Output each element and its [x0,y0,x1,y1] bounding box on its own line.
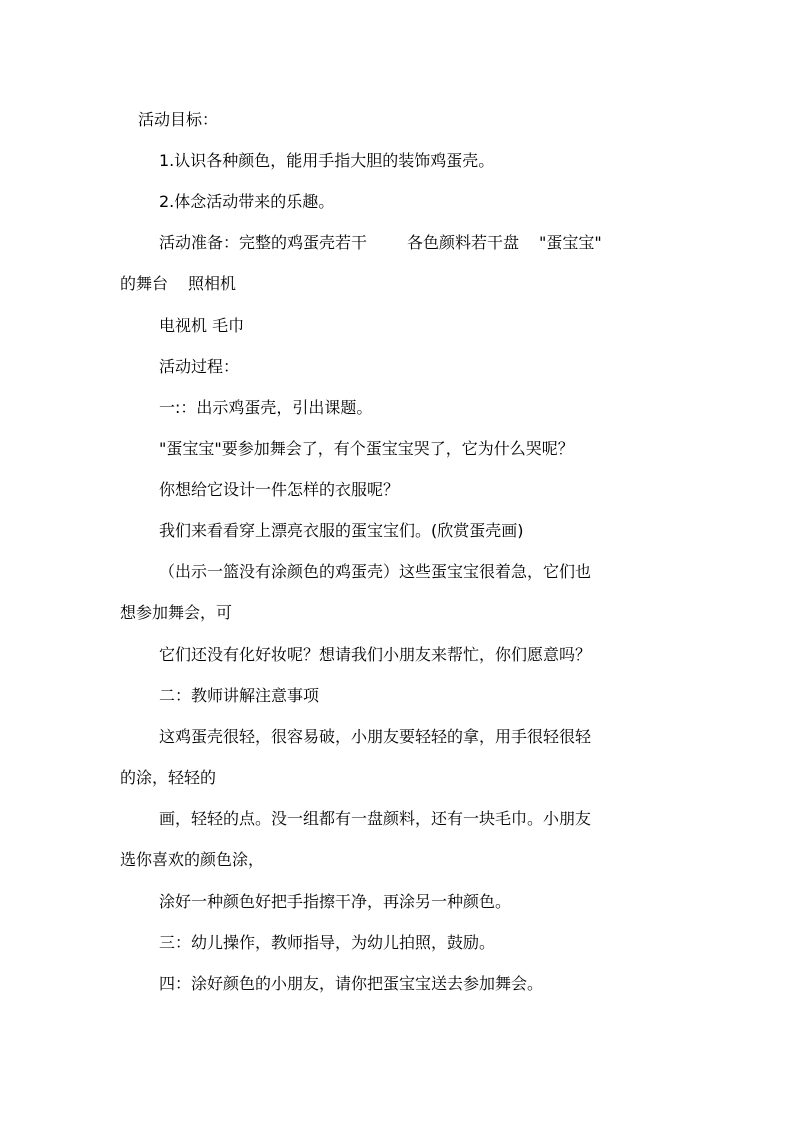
step1-paragraph-3: 我们来看看穿上漂亮衣服的蛋宝宝们。(欣赏蛋壳画) [159,521,524,540]
step4-title: 四：涂好颜色的小朋友，请你把蛋宝宝送去参加舞会。 [159,974,544,993]
preparation-camera: 照相机 [188,274,237,293]
goals-heading: 活动目标： [138,110,219,129]
step1-paragraph-1: "蛋宝宝"要参加舞会了，有个蛋宝宝哭了，它为什么哭呢？ [159,439,574,458]
step1-paragraph-2: 你想给它设计一件怎样的衣服呢？ [159,480,400,499]
preparation-stage-a: "蛋宝宝" [539,233,602,252]
process-heading: 活动过程： [159,357,240,376]
step2-paragraph-2-line-1: 画，轻轻的点。没一组都有一盘颜料，还有一块毛巾。小朋友 [159,809,592,828]
goal-item-1: 1.认识各种颜色，能用手指大胆的装饰鸡蛋壳。 [159,151,495,170]
goal-item-2: 2.体念活动带来的乐趣。 [159,192,335,211]
step1-paragraph-4-line-2: 想参加舞会，可 [120,603,233,622]
preparation-line [159,233,602,253]
preparation-continuation [120,274,236,294]
preparation-label: 活动准备：完整的鸡蛋壳若干 [159,233,368,252]
preparation-paints: 各色颜料若干盘 [407,233,520,252]
step2-paragraph-1-line-2: 的涂，轻轻的 [120,768,217,787]
step1-paragraph-4-line-1: （出示一篮没有涂颜色的鸡蛋壳）这些蛋宝宝很着急，它们也 [159,562,592,581]
step3-title: 三：幼儿操作，教师指导，为幼儿拍照，鼓励。 [159,933,496,952]
step2-paragraph-2-line-2: 选你喜欢的颜色涂， [120,850,265,869]
step2-paragraph-1-line-1: 这鸡蛋壳很轻，很容易破，小朋友要轻轻的拿，用手很轻很轻 [159,727,592,746]
step1-paragraph-5: 它们还没有化好妆呢？想请我们小朋友来帮忙，你们愿意吗？ [159,645,592,664]
preparation-stage-b: 的舞台 [120,274,169,293]
step1-title: 一:：出示鸡蛋壳，引出课题。 [159,398,373,417]
step2-title: 二：教师讲解注意事项 [159,686,320,705]
step2-paragraph-3: 涂好一种颜色好把手指擦干净，再涂另一种颜色。 [159,892,512,911]
preparation-tv-towel: 电视机 毛巾 [159,316,245,335]
